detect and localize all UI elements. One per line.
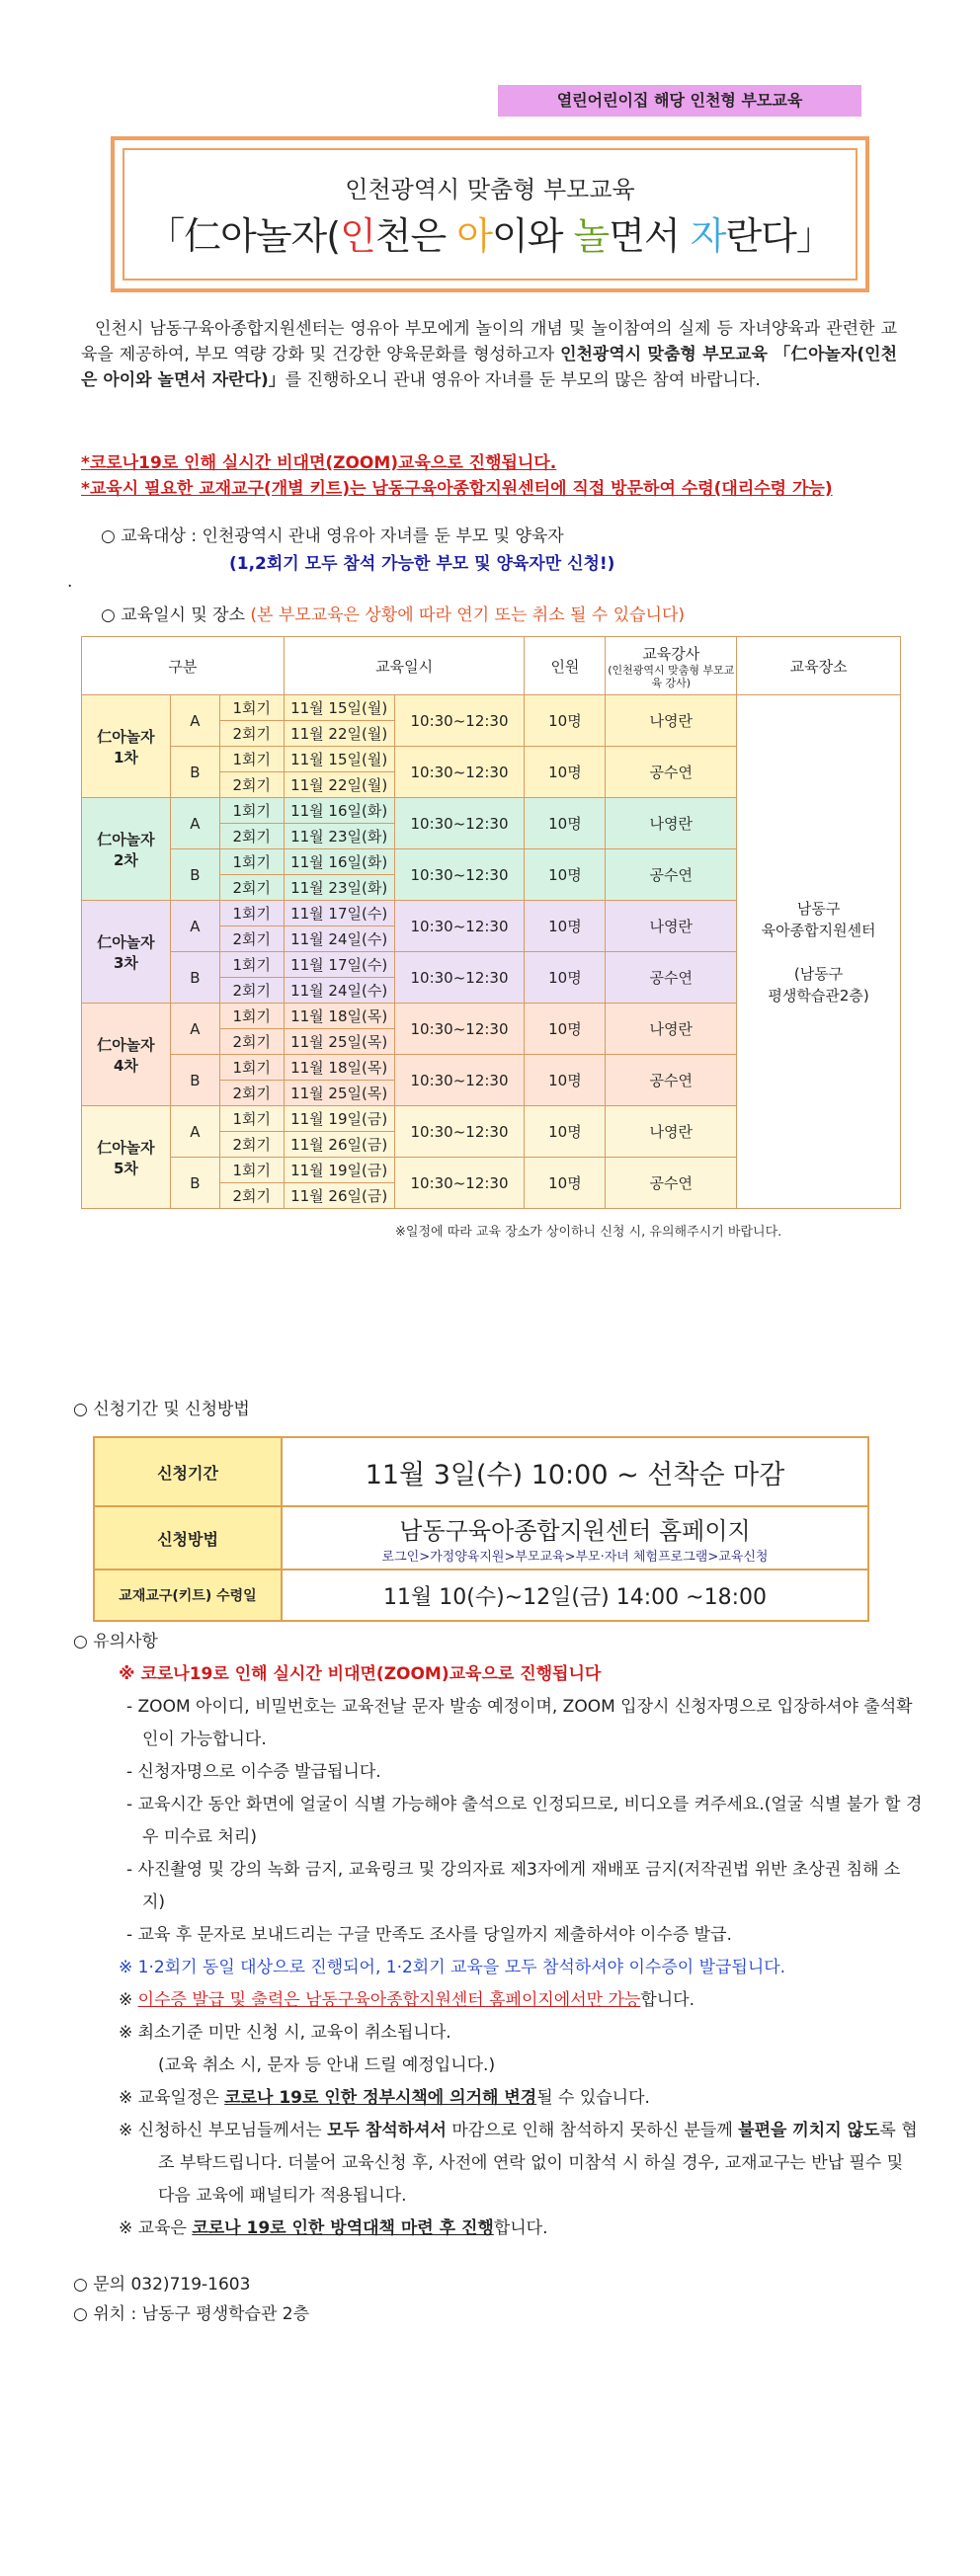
session-count: 10명 xyxy=(525,1004,606,1055)
title-part: 「仁아놀자( xyxy=(147,214,341,258)
note-detail-2: - 신청자명으로 이수증 발급됩니다. xyxy=(126,1762,381,1782)
lecturer-name: 나영란 xyxy=(606,1106,737,1158)
notes-title: ○ 유의사항 xyxy=(73,1632,158,1651)
group-label: B xyxy=(170,747,219,798)
schedule-title xyxy=(101,603,685,628)
note-certificate-highlight: 이수증 발급 및 출력은 남동구육아종합지원센터 홈페이지에서만 가능 xyxy=(137,1990,641,2010)
header-people: 인원 xyxy=(525,637,606,695)
schedule-note: (본 부모교육은 상황에 따라 연기 또는 취소 될 수 있습니다) xyxy=(250,605,686,625)
session-time: 10:30~12:30 xyxy=(394,849,525,901)
apply-row-method xyxy=(94,1506,868,1570)
title-highlight-nol: 놀 xyxy=(573,214,610,258)
session-time: 10:30~12:30 xyxy=(394,798,525,849)
session-date: 11월 25일(목) xyxy=(284,1029,394,1055)
session-time: 10:30~12:30 xyxy=(394,1055,525,1106)
title-line2 xyxy=(115,205,865,260)
method-path: 로그인>가정양육지원>부모교육>부모·자녀 체험프로그램>교육신청 xyxy=(381,1550,769,1565)
round-number: 1차 xyxy=(113,748,138,766)
note-text: ※ 교육은 xyxy=(119,2218,193,2238)
session-count: 10명 xyxy=(525,798,606,849)
header-lecturer xyxy=(606,637,737,695)
lecturer-name: 공수연 xyxy=(606,849,737,901)
lecturer-name: 공수연 xyxy=(606,952,737,1004)
session-time: 10:30~12:30 xyxy=(394,695,525,747)
note-text: 합니다. xyxy=(640,1990,694,2010)
target-note: (1,2회기 모두 참석 가능한 부모 및 양육자만 신청!) xyxy=(229,554,615,574)
round-name-label: 仁아놀자 xyxy=(97,727,155,746)
session-date: 11월 24일(수) xyxy=(284,978,394,1004)
session-date: 11월 19일(금) xyxy=(284,1158,394,1183)
lecturer-name: 나영란 xyxy=(606,1004,737,1055)
place-line: 평생학습관2층) xyxy=(768,986,869,1005)
method-cell xyxy=(282,1506,868,1570)
session-date: 11월 24일(수) xyxy=(284,926,394,952)
session-count: 10명 xyxy=(525,901,606,952)
header-date: 교육일시 xyxy=(284,637,525,695)
group-label: A xyxy=(170,798,219,849)
session-date: 11월 18일(목) xyxy=(284,1055,394,1081)
session-date: 11월 17일(수) xyxy=(284,901,394,926)
title-highlight-in: 인 xyxy=(340,214,375,258)
round-name xyxy=(82,798,171,901)
title-part: 란다」 xyxy=(725,214,833,258)
group-label: A xyxy=(170,1004,219,1055)
period-value: 11월 3일(수) 10:00 ~ 선착순 마감 xyxy=(282,1437,868,1506)
session-label: 2회기 xyxy=(219,978,284,1004)
title-part: 이와 xyxy=(492,214,574,258)
note-text: ※ xyxy=(119,1990,138,2010)
dot-mark: . xyxy=(67,572,73,592)
target-line: ○ 교육대상 : 인천광역시 관내 영유아 자녀를 둔 부모 및 양육자 xyxy=(101,526,564,546)
session-date: 11월 16일(화) xyxy=(284,798,394,824)
note-detail-1: - ZOOM 아이디, 비밀번호는 교육전날 문자 발송 예정이며, ZOOM 입장시 신청자명으로 입장하셔야 출석확인이 가능합니다. xyxy=(126,1697,913,1749)
notice-zoom: *코로나19로 인해 실시간 비대면(ZOOM)교육으로 진행됩니다. xyxy=(81,453,557,473)
title-highlight-a: 아 xyxy=(456,214,493,258)
apply-row-kit xyxy=(94,1570,868,1621)
session-label: 1회기 xyxy=(219,1158,284,1183)
group-label: A xyxy=(170,901,219,952)
note-schedule-highlight: 코로나 19로 인한 정부시책에 의거해 변경 xyxy=(224,2088,537,2108)
round-number: 5차 xyxy=(113,1159,138,1177)
intro-bold: 인천광역시 맞춤형 부모교육 「仁아놀자(인천은 아이와 놀면서 자란다)」 xyxy=(81,345,898,390)
table-footnote: ※일정에 따라 교육 장소가 상이하니 신청 시, 유의해주시기 바랍니다. xyxy=(395,1225,782,1240)
lecturer-name: 공수연 xyxy=(606,747,737,798)
table-body xyxy=(82,695,901,1209)
note-text: ※ xyxy=(119,2121,138,2140)
round-name xyxy=(82,1106,171,1209)
contact-line: ○ 문의 032)719-1603 xyxy=(73,2275,251,2294)
session-label: 2회기 xyxy=(219,721,284,747)
notice-kit: *교육시 필요한 교재교구(개별 키트)는 남동구육아종합지원센터에 직접 방문하여 수령(대리수령 가능) xyxy=(81,479,833,499)
table-row xyxy=(82,695,901,721)
round-number: 4차 xyxy=(113,1056,138,1075)
session-time: 10:30~12:30 xyxy=(394,1158,525,1209)
note-text: 신청하신 부모님들께서는 xyxy=(137,2121,328,2140)
session-count: 10명 xyxy=(525,1106,606,1158)
session-time: 10:30~12:30 xyxy=(394,1004,525,1055)
group-label: B xyxy=(170,849,219,901)
session-label: 2회기 xyxy=(219,772,284,798)
session-label: 2회기 xyxy=(219,1081,284,1106)
note-minimum-sub: (교육 취소 시, 문자 등 안내 드릴 예정입니다.) xyxy=(158,2055,496,2075)
group-label: B xyxy=(170,1158,219,1209)
round-name-label: 仁아놀자 xyxy=(97,830,155,848)
session-count: 10명 xyxy=(525,849,606,901)
apply-title: ○ 신청기간 및 신청방법 xyxy=(73,1400,250,1419)
group-label: B xyxy=(170,1055,219,1106)
group-label: B xyxy=(170,952,219,1004)
notes-list xyxy=(73,1626,923,2245)
lecturer-name: 나영란 xyxy=(606,695,737,747)
intro-paragraph xyxy=(81,316,897,393)
session-label: 2회기 xyxy=(219,824,284,849)
note-detail-5: - 교육 후 문자로 보내드리는 구글 만족도 조사를 당일까지 제출하셔야 이수증 발급. xyxy=(126,1925,732,1945)
round-name xyxy=(82,901,171,1004)
kit-value: 11월 10(수)~12일(금) 14:00 ~18:00 xyxy=(282,1570,868,1621)
lecturer-name: 나영란 xyxy=(606,901,737,952)
place-line: 육아종합지원센터 xyxy=(761,921,876,939)
session-label: 1회기 xyxy=(219,798,284,824)
period-label: 신청기간 xyxy=(94,1437,282,1506)
session-label: 1회기 xyxy=(219,952,284,978)
note-text: 합니다. xyxy=(493,2218,548,2238)
lecturer-name: 공수연 xyxy=(606,1055,737,1106)
schedule-table xyxy=(81,636,901,1209)
group-label: A xyxy=(170,695,219,747)
header-lecturer-label: 교육강사 xyxy=(642,644,700,663)
note-schedule-change xyxy=(73,2082,923,2115)
session-label: 2회기 xyxy=(219,926,284,952)
lecturer-name: 나영란 xyxy=(606,798,737,849)
intro-text: 를 진행하오니 관내 영유아 자녀를 둔 부모의 많은 참여 바랍니다. xyxy=(285,370,761,390)
session-label: 2회기 xyxy=(219,1183,284,1209)
header-tag: 열린어린이집 해당 인천형 부모교육 xyxy=(498,85,861,117)
round-number: 3차 xyxy=(113,953,138,972)
session-count: 10명 xyxy=(525,1158,606,1209)
session-date: 11월 23일(화) xyxy=(284,824,394,849)
session-date: 11월 15일(월) xyxy=(284,695,394,721)
note-attendance xyxy=(73,2115,923,2213)
note-detail-3: - 교육시간 동안 화면에 얼굴이 식별 가능해야 출석으로 인정되므로, 비디오를 켜주세요.(얼굴 식별 불가 할 경우 미수료 처리) xyxy=(126,1795,923,1847)
intro-text: 인천시 남동구육아종합지원센터는 영유아 부모에게 놀이의 개념 및 놀이참여의 실제 등 자녀양육과 관련한 교육을 제공하여, 부모 역량 강화 및 건강한 양육문화를 형성하고자 xyxy=(81,319,897,364)
note-text: 마감으로 인해 참석하지 못하신 분들께 xyxy=(446,2121,739,2140)
session-date: 11월 26일(금) xyxy=(284,1183,394,1209)
note-text: 록 협조 부탁드립니다. 더불어 교육신청 후, 사전에 연락 없이 미참석 시 하실 경우, 교재교구는 반납 필수 및 다음 교육에 패널티가 적용됩니다. xyxy=(158,2121,918,2206)
table-header-row xyxy=(82,637,901,695)
title-line1: 인천광역시 맞춤형 부모교육 xyxy=(345,176,635,203)
session-label: 1회기 xyxy=(219,747,284,772)
session-date: 11월 18일(목) xyxy=(284,1004,394,1029)
session-date: 11월 15일(월) xyxy=(284,747,394,772)
session-date: 11월 26일(금) xyxy=(284,1132,394,1158)
session-date: 11월 22일(월) xyxy=(284,721,394,747)
title-part: 면서 xyxy=(609,214,691,258)
round-name xyxy=(82,695,171,798)
session-label: 2회기 xyxy=(219,875,284,901)
schedule-title-text: ○ 교육일시 및 장소 xyxy=(101,605,245,625)
lecturer-name: 공수연 xyxy=(606,1158,737,1209)
session-count: 10명 xyxy=(525,695,606,747)
round-name-label: 仁아놀자 xyxy=(97,932,155,951)
note-attend-bold: 모두 참석하셔서 xyxy=(327,2121,447,2140)
note-text: ※ 교육일정은 xyxy=(119,2088,225,2108)
place-line: (남동구 xyxy=(793,964,844,983)
note-quarantine-highlight: 코로나 19로 인한 방역대책 마련 후 진행 xyxy=(192,2218,494,2238)
place-line: 남동구 xyxy=(796,899,841,918)
session-label: 1회기 xyxy=(219,695,284,721)
place-spacer xyxy=(737,941,900,963)
session-count: 10명 xyxy=(525,747,606,798)
session-date: 11월 17일(수) xyxy=(284,952,394,978)
round-name-label: 仁아놀자 xyxy=(97,1035,155,1054)
location-line: ○ 위치 : 남동구 평생학습관 2층 xyxy=(73,2304,310,2324)
note-text: 될 수 있습니다. xyxy=(536,2088,650,2108)
header-division: 구분 xyxy=(82,637,285,695)
session-label: 1회기 xyxy=(219,1055,284,1081)
title-box xyxy=(111,136,869,292)
session-label: 1회기 xyxy=(219,901,284,926)
session-date: 11월 19일(금) xyxy=(284,1106,394,1132)
session-date: 11월 22일(월) xyxy=(284,772,394,798)
header-place: 교육장소 xyxy=(737,637,901,695)
note-certificate xyxy=(73,1984,923,2017)
session-label: 1회기 xyxy=(219,1004,284,1029)
round-number: 2차 xyxy=(113,850,138,869)
title-part: 천은 xyxy=(374,214,457,258)
title-highlight-ja: 자 xyxy=(690,214,726,258)
session-label: 2회기 xyxy=(219,1029,284,1055)
group-label: A xyxy=(170,1106,219,1158)
method-value: 남동구육아종합지원센터 홈페이지 xyxy=(399,1517,751,1545)
note-detail-4: - 사진촬영 및 강의 녹화 금지, 교육링크 및 강의자료 제3자에게 재배포 금지(저작권법 위반 초상권 침해 소지) xyxy=(126,1860,901,1912)
session-date: 11월 23일(화) xyxy=(284,875,394,901)
note-quarantine xyxy=(73,2213,923,2245)
session-count: 10명 xyxy=(525,1055,606,1106)
note-inconvenience-bold: 불편을 끼치지 않도 xyxy=(738,2121,880,2140)
session-time: 10:30~12:30 xyxy=(394,1106,525,1158)
session-label: 1회기 xyxy=(219,849,284,875)
round-name xyxy=(82,1004,171,1106)
method-label: 신청방법 xyxy=(94,1506,282,1570)
session-time: 10:30~12:30 xyxy=(394,901,525,952)
note-minimum: ※ 최소기준 미만 신청 시, 교육이 취소됩니다. xyxy=(119,2023,451,2043)
session-label: 1회기 xyxy=(219,1106,284,1132)
kit-label: 교재교구(키트) 수령일 xyxy=(94,1570,282,1621)
session-time: 10:30~12:30 xyxy=(394,747,525,798)
note-sessions: ※ 1·2회기 동일 대상으로 진행되어, 1·2회기 교육을 모두 참석하셔야 이수증이 발급됩니다. xyxy=(119,1958,786,1977)
session-time: 10:30~12:30 xyxy=(394,952,525,1004)
session-count: 10명 xyxy=(525,952,606,1004)
session-label: 2회기 xyxy=(219,1132,284,1158)
header-lecturer-sub: (인천광역시 맞춤형 부모교육 강사) xyxy=(608,663,735,689)
session-date: 11월 25일(목) xyxy=(284,1081,394,1106)
round-name-label: 仁아놀자 xyxy=(97,1138,155,1157)
session-date: 11월 16일(화) xyxy=(284,849,394,875)
place-cell xyxy=(737,695,901,1209)
apply-table xyxy=(93,1436,869,1622)
apply-row-period xyxy=(94,1437,868,1506)
note-zoom: ※ 코로나19로 인해 실시간 비대면(ZOOM)교육으로 진행됩니다 xyxy=(119,1664,602,1684)
